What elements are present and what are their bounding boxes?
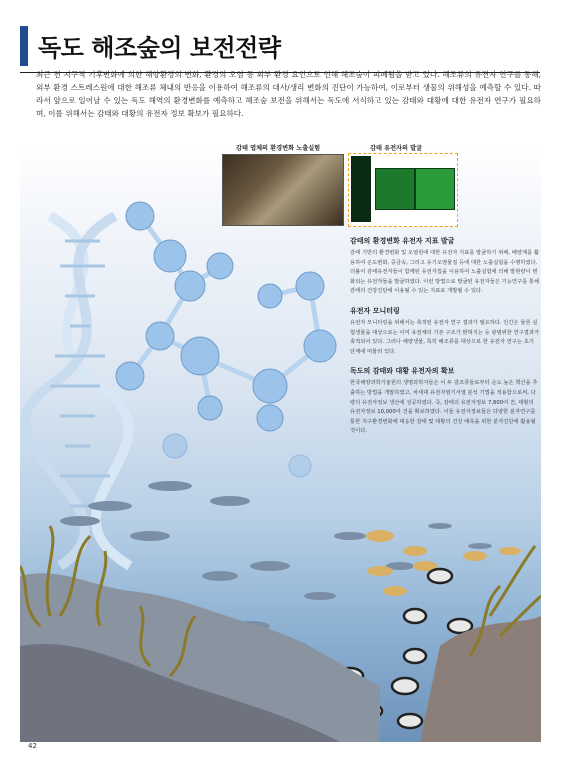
photo2-caption: 감태 유전자의 발굴: [370, 145, 423, 152]
molecule-illustration: [116, 202, 336, 477]
sections-column: [350, 236, 540, 446]
section-body: 한국해양과학기술원의 생명과학자들은 이 두 갈조류들로부터 순도 높은 핵산을 추출하는 방법을 개발하였고, 차세대 유전자염기서열 분석 기법을 적용함으로써, 다량의 유전자정보 생산에 성공하였다. 즉, 감태의 유전자정보 7,800여 건, 대황의 유전자정보 10,000여 건을 확보하였다. 이들 유전자정보들은 다양한 분자연구를 통한 지구환경변화에 대응한 감태 및 대황의 건강 예측을 위한 분자진단에 활용될 것이다.: [350, 380, 538, 435]
section-title: 독도의 감태와 대황 유전자의 확보: [350, 367, 455, 376]
intro-paragraph: 최근 전 지구적 기후변화에 의한 해양환경의 변화, 환경의 오염 등 외부 환경 요인으로 인해 해조숲이 피폐됨을 받고 있다. 해조류의 유전자 연구를 통해, 외부 환경 스트레스원에 대한 해조류 체내의 반응을 이용하여 해조류의 대사/생리 변화의 진단이 가능하여, 이로부터 생물의 위해성을 예측할 수 있다. 따라서 앞으로 일어날 수 있는 독도 해역의 환경변화를 예측하고 해조숲 보전을 위해서는 독도에 서식하고 있는 감태와 대황에 대한 유전자 연구가 필요하며, 이를 위해서는 감태와 대황의 유전자 정보 확보가 필요하다.: [36, 70, 541, 118]
exposure-experiment-photo: [222, 154, 344, 226]
page-title: 독도 해조숲의 보전전략: [38, 34, 281, 62]
section-body: 유전자 모니터링을 위해서는 축적된 유전자 연구 결과가 필요하다. 인간은 물론 실험생물을 대상으로는 이미 유전체의 기본 구조가 밝혀지는 등 광범위한 연구결과가 축적되어 있다. 그러나 해양생물, 특히 해조류를 대상으로 한 유전자 연구는 초기 단계에 머물러 있다.: [350, 319, 540, 355]
page-number: 42: [28, 742, 37, 750]
section-body: 감태 기반의 환경변화 및 오염원에 대한 유전자 지표를 발굴하기 위해, 배양계를 활용하여 온도변화, 중금속, 그리고 유기오염물질 등에 대한 노출실험을 수행하였다. 더불어 감태유전자들이 함께된 유전자칩을 이용하여 노출실험에 의해 발현량이 변화되는 유전자들을 발굴하였다. 이런 방법으로 발굴된 유전자들은 기능연구를 통해 감태의 건강진단에 이용될 수 있는 지표로 개발될 수 있다.: [350, 250, 540, 295]
photo1-caption: 감태 엽체의 환경변화 노출실험: [236, 145, 321, 152]
microarray-image-a: [375, 168, 415, 210]
gene-discovery-figure: [348, 153, 458, 227]
microarray-image-b: [415, 168, 455, 210]
gel-image: [351, 156, 371, 222]
yellow-fish-illustration: [366, 530, 521, 596]
section-title: 유전자 모니터링: [350, 306, 400, 315]
section-title: 감태의 환경변화 유전자 지표 발굴: [350, 237, 455, 245]
dna-helix-illustration: [25, 216, 130, 566]
title-accent-bar: [20, 26, 28, 66]
